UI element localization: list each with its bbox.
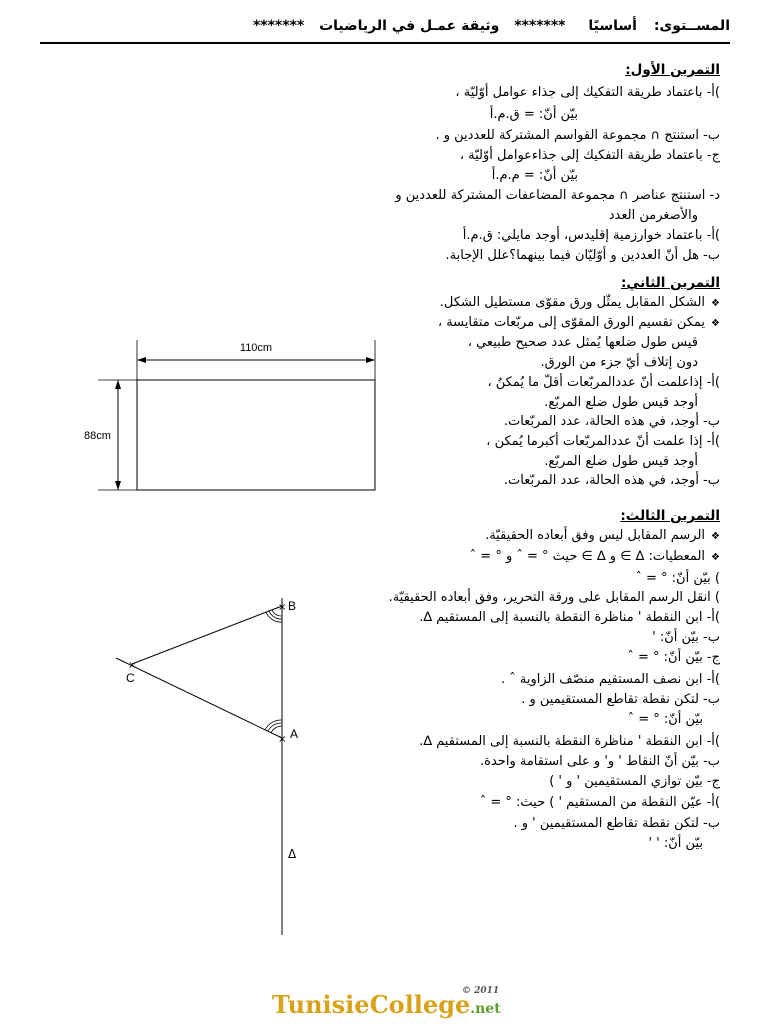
ex3-line-1: ❖ الرسم المقابل ليس وفق أبعاده الحقيقيّة. <box>485 527 720 545</box>
ex1-line-3: ب- استنتج ∩ مجموعة القواسم المشتركة للعددين و . <box>435 128 720 143</box>
ex2-line-1: ❖ الشكل المقابل يمثّل ورق مقوّى مستطيل الشكل. <box>440 294 720 312</box>
ex1-line-4: ج- باعتماد طريقة التفكيك إلى جذاءعوامل أوّليّة ، <box>459 148 720 163</box>
ex2-line-3: قيس طول ضلعها يُمثل عدد صحيح طبيعي ، <box>467 335 698 350</box>
header-stars: ******* <box>514 18 566 34</box>
ex3-line-3: ) بيّن أنّ: ° = ˆ <box>635 571 720 586</box>
level-label: المســتوى: <box>653 18 730 34</box>
ex2-line-9: أوجد قيس طول ضلع المربّع. <box>544 454 698 469</box>
ex1-line-9: ب- هل أنّ العددين و أوّليّان فيما بينهما؟علل الإجابة. <box>445 248 720 263</box>
ex3-line-16: بيّن أنّ: ' ' <box>648 836 703 851</box>
label-C: C <box>126 671 135 685</box>
exercise-3-title: التمرين الثالث: <box>620 508 720 524</box>
logo-text-college: College <box>369 990 471 1019</box>
level-value: أساسيًا <box>588 18 637 34</box>
ex3-line-11: )أ- ابن النقطة ' مناظرة النقطة بالنسبة إلى المستقيم ∆. <box>419 734 720 749</box>
ex3-line-9: ب- لتكن نقطة تقاطع المستقيمين و . <box>521 692 720 707</box>
ex3-line-7: ج- بيّن أنّ: ° = ˆ <box>627 650 720 665</box>
ex1-line-7: والأصغرمن العدد <box>608 208 698 223</box>
label-A: A <box>290 727 299 741</box>
ex3-line-6: ب- بيّن أنّ: ' <box>652 630 720 645</box>
doc-title: وثيقة عمـل في الرياضيات <box>319 18 500 34</box>
ex3-line-12: ب- بيّن أنّ النقاط ' و' و على استقامة واحدة. <box>480 754 720 769</box>
document-header <box>40 18 730 44</box>
triangle-figure <box>110 590 320 940</box>
ex2-line-5: )أ- إذاعلمت أنّ عددالمربّعات أقلّ ما يُمكنُ ، <box>487 375 720 390</box>
label-delta: Δ <box>288 847 297 861</box>
ex3-line-13: ج- بيّن توازي المستقيمين ' و ' ) <box>549 774 720 789</box>
header-stars-2: ******* <box>252 18 305 34</box>
ex3-line-10: بيّن أنّ: ° = ˆ <box>627 712 703 727</box>
ex1-line-5: بيّن أنّ: = م.م.أ <box>491 168 578 183</box>
width-label: 110cm <box>239 342 273 354</box>
ex3-line-8: )أ- ابن نصف المستقيم منصّف الزاوية ˆ . <box>500 672 720 687</box>
point-marker-A: × <box>278 734 287 745</box>
ex2-line-6: أوجد قيس طول ضلع المربّع. <box>544 395 698 410</box>
point-marker-C: × <box>128 660 137 671</box>
ex2-line-7: ب- أوجد، في هذه الحالة، عدد المربّعات. <box>503 414 720 429</box>
point-marker-B: × <box>278 602 287 613</box>
ex1-line-1: )أ- باعتماد طريقة التفكيك إلى جذاء عوامل أوّليّة ، <box>455 85 720 100</box>
ex2-line-8: )أ- إذا علمت أنّ عددالمربّعات أكبرما يُمكن ، <box>486 434 720 449</box>
ex2-line-10: ب- أوجد، في هذه الحالة، عدد المربّعات. <box>503 473 720 488</box>
ex3-line-2: ❖ المعطيات: ∆ ∋ و ∆ ∋ حيث ° = ˆ و ° = ˆ <box>470 548 720 566</box>
height-label: 88cm <box>84 430 111 442</box>
ex1-line-2: بيّن أنّ: = ق.م.أ <box>489 107 578 122</box>
ex2-line-4: دون إتلاف أيّ جزء من الورق. <box>540 355 698 370</box>
logo-text-net: .net <box>470 1001 501 1017</box>
logo-year: © 2011 <box>462 986 500 996</box>
ex3-line-4: ) انقل الرسم المقابل على ورقة التحرير، وفق أبعاده الحقيقيّة. <box>388 590 720 605</box>
ex2-line-2: ❖ يمكن تقسيم الورق المقوّى إلى مربّعات متقايسة ، <box>438 314 720 332</box>
ex1-line-6: د- استنتج عناصر ∩ مجموعة المضاعفات المشتركة للعددين و <box>395 188 720 203</box>
exercise-2-title: التمرين الثاني: <box>621 275 720 291</box>
tunisiecollege-logo <box>272 986 502 1024</box>
ex3-line-14: )أ- عيّن النقطة من المستقيم ' ) حيث: ° = ˆ <box>479 795 720 810</box>
logo-text-tunisie: Tunisie <box>272 990 370 1019</box>
rectangle-figure <box>80 330 390 505</box>
exercise-1-title: التمرين الأول: <box>625 62 720 78</box>
ex1-line-8: )أ- باعتماد خوارزمية إقليدس، أوجد مايلي: ق.م.أ <box>462 228 720 243</box>
ex3-line-15: ب- لتكن نقطة تقاطع المستقيمين ' و . <box>513 816 720 831</box>
ex3-line-5: )أ- ابن النقطة ' مناظرة النقطة بالنسبة إلى المستقيم ∆. <box>419 610 720 625</box>
label-B: B <box>288 599 297 613</box>
